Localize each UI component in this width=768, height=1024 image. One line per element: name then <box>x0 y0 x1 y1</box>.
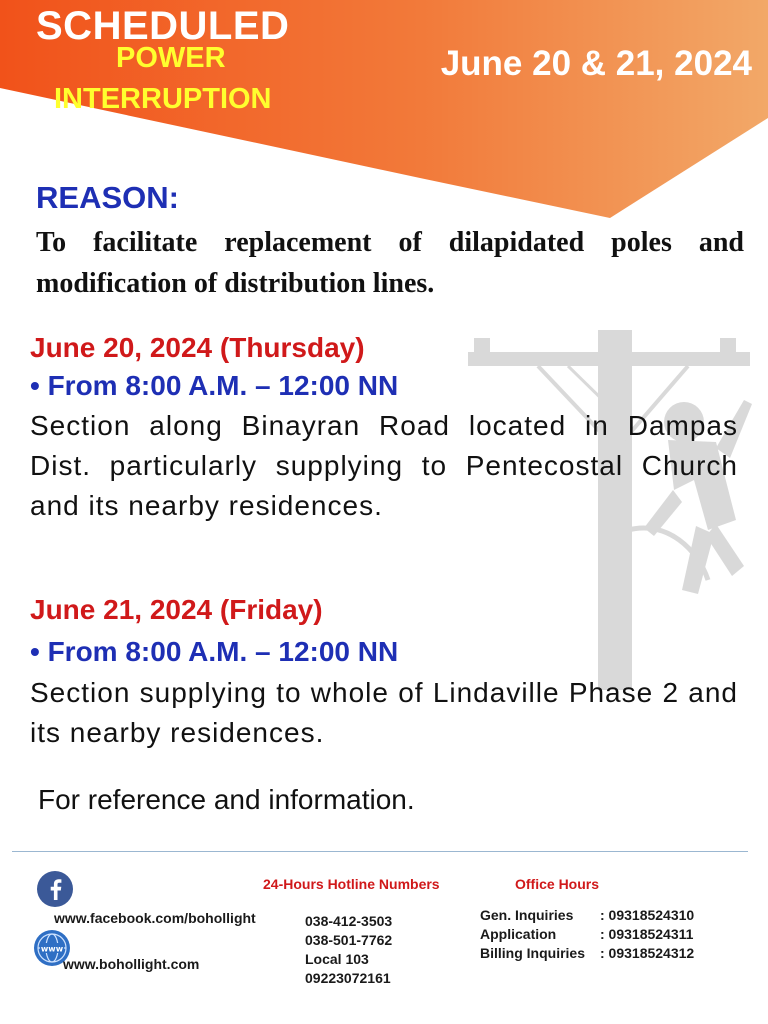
reason-text: To facilitate replacement of dilapidated poles and modification of distribution lines. <box>36 227 744 299</box>
office-contact-number[interactable]: : 09318524310 <box>600 907 695 923</box>
reason-heading: REASON: <box>36 180 179 215</box>
notice-dates: June 20 & 21, 2024 <box>440 44 752 83</box>
office-contact-label: Gen. Inquiries <box>480 907 574 923</box>
www-icon-label: www <box>40 944 64 954</box>
facebook-url[interactable]: www.facebook.com/bohollight <box>54 910 256 926</box>
hotline-number[interactable]: 038-412-3503 <box>305 913 393 929</box>
hotline-number[interactable]: Local 103 <box>305 951 369 967</box>
office-contact-label: Application <box>480 926 557 942</box>
hotline-list <box>305 912 392 988</box>
hotline-heading: 24-Hours Hotline Numbers <box>263 876 440 892</box>
schedule-area-description: Section supplying to whole of Lindaville Phase 2 and its nearby residences. <box>30 677 738 748</box>
hotline-number[interactable]: 09223072161 <box>305 970 391 986</box>
office-contact-line <box>480 906 694 925</box>
notice-subtitle-line1: POWER <box>116 42 226 74</box>
office-contact-line <box>480 925 694 944</box>
reference-note: For reference and information. <box>38 784 415 815</box>
notice-title: SCHEDULED <box>36 4 290 48</box>
office-contact-line <box>480 944 694 963</box>
office-hours-heading: Office Hours <box>515 876 600 892</box>
website-url[interactable]: www.bohollight.com <box>63 956 200 972</box>
office-contact-list <box>480 906 694 963</box>
footer-divider <box>12 851 748 852</box>
hotline-number[interactable]: 038-501-7762 <box>305 932 393 948</box>
office-contact-number[interactable]: : 09318524312 <box>600 945 695 961</box>
schedule-time: • From 8:00 A.M. – 12:00 NN <box>30 636 399 667</box>
notice-subtitle-line2: INTERRUPTION <box>54 83 272 115</box>
office-contact-number[interactable]: : 09318524311 <box>600 926 694 942</box>
schedule-area-description: Section along Binayran Road located in Dampas Dist. particularly supplying to Pentecostal Church and its nearby residences. <box>30 410 738 521</box>
schedule-date: June 21, 2024 (Friday) <box>30 594 323 625</box>
office-contact-label: Billing Inquiries <box>480 945 586 961</box>
schedule-time: • From 8:00 A.M. – 12:00 NN <box>30 370 399 401</box>
schedule-date: June 20, 2024 (Thursday) <box>30 332 365 363</box>
facebook-icon[interactable] <box>36 870 74 908</box>
